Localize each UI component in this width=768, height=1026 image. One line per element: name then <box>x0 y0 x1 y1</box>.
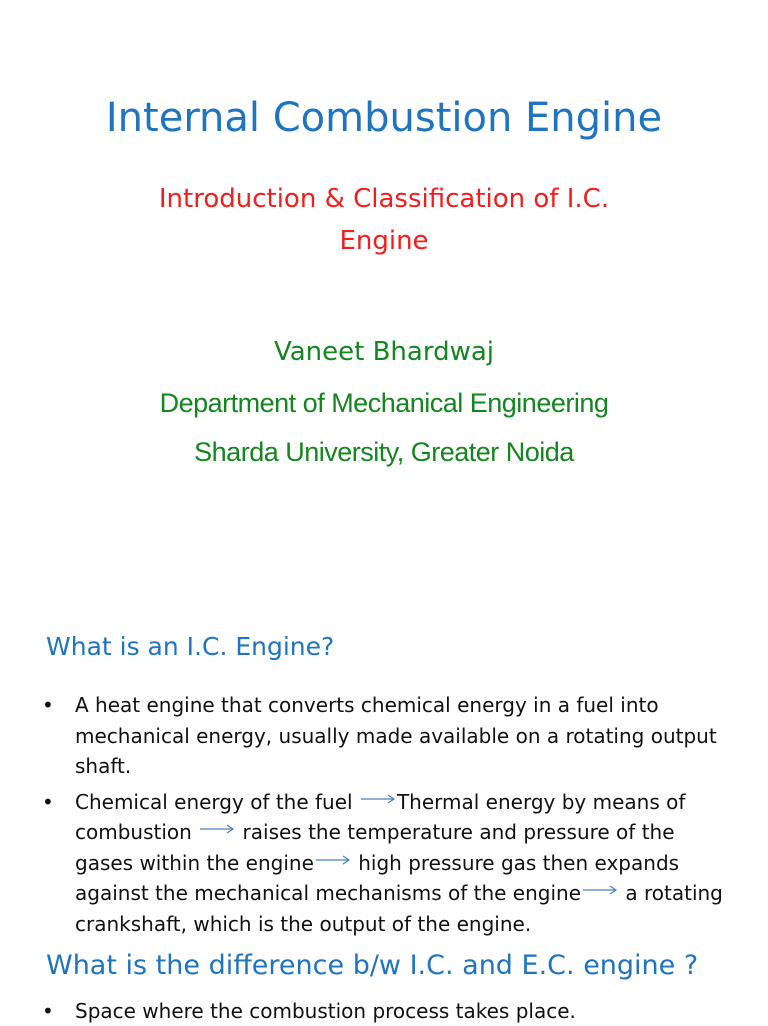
bullet-icon: • <box>42 789 54 814</box>
bullet-text: A heat engine that converts chemical energy in a fuel into mechanical energy, usually made available on a rotating output shaft. <box>75 693 717 778</box>
bullet-list <box>42 690 732 944</box>
section-heading-difference: What is the difference b/w I.C. and E.C. engine ? <box>46 950 699 981</box>
bullet-text-part-2: Thermal energy by means of combustion <box>75 789 686 844</box>
right-arrow-icon <box>360 793 396 805</box>
bullet-text: Space where the combustion process takes place. <box>75 999 576 1023</box>
presentation-subtitle <box>100 178 668 262</box>
university-name: Sharda University, Greater Noida <box>194 437 574 467</box>
bullet-text-part-4: high pressure gas then expands against the mechanical mechanisms of the engine <box>75 850 680 905</box>
right-arrow-icon <box>199 823 235 835</box>
bullet-text-part-1: Chemical energy of the fuel <box>75 789 359 814</box>
list-item <box>42 996 732 1026</box>
presentation-title: Internal Combustion Engine <box>105 95 663 141</box>
right-arrow-icon <box>315 854 351 866</box>
bullet-icon: • <box>42 999 54 1023</box>
department-name: Department of Mechanical Engineering <box>159 388 609 418</box>
subtitle-line-1: Introduction & Classification of I.C. <box>158 184 610 214</box>
bullet-text-part-3: raises the temperature and pressure of the gases within the engine <box>75 820 675 875</box>
content-slide <box>0 598 768 1024</box>
bullet-list-2 <box>42 996 732 1026</box>
bullet-text-part-5: a rotating crankshaft, which is the output of the engine. <box>75 881 723 936</box>
list-item <box>42 787 732 940</box>
list-item <box>42 690 732 782</box>
bullet-icon: • <box>42 693 54 717</box>
subtitle-line-2: Engine <box>339 226 429 256</box>
right-arrow-icon <box>582 884 618 896</box>
author-name: Vaneet Bhardwaj <box>273 337 495 367</box>
slide-separator <box>0 576 768 598</box>
section-heading-ic-engine: What is an I.C. Engine? <box>46 632 335 661</box>
